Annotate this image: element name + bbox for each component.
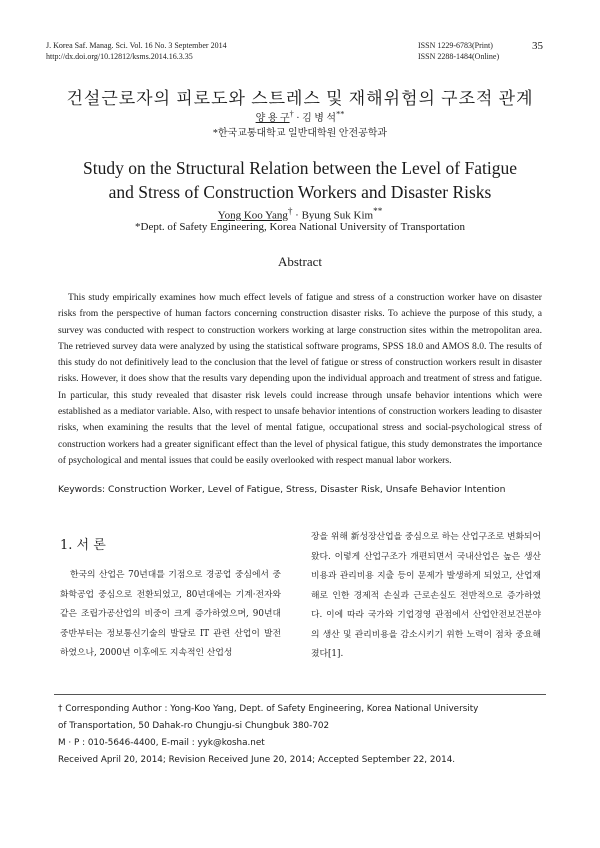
issn-online: ISSN 2288-1484(Online) bbox=[418, 52, 500, 61]
affiliation-mark: ** bbox=[373, 206, 383, 216]
doi-link[interactable]: http://dx.doi.org/10.12812/ksms.2014.16.3.35 bbox=[46, 52, 193, 61]
korean-author-1: 양 용 구 bbox=[255, 113, 290, 124]
corresponding-mark: † bbox=[289, 109, 294, 119]
abstract-body: This study empirically examines how much effect levels of fatigue and stress of a construction worker have on disaster risks from the perspective of human factors concerning construction disaster risks. To achieve the purpose of this study, a survey was conducted with respect to construction workers working at large construction sites within the metropolitan area. The retrieved survey data were analyzed by using the statistical software programs, SPSS 18.0 and AMOS 8.0. The results of this study do not definitively lead to the conclusion that the level of fatigue or stress of construction workers result in disaster risks. However, it does show that the results vary depending upon the individual approach and treatment of stress and fatigue. In particular, this study revealed that disaster risk levels could increase through unsafe behavior intentions which were established as a mediator variable. Also, with respect to unsafe behavior intentions of construction workers leading to disaster risks, when examining the results that the level of mental fatigue, occupational stress and social-psychological stress of construction workers had a greater significant effect than the level of physical fatigue, this study demonstrates the importance of psychological and mental issues that could be easily overlooked with respect manual labor workers. bbox=[58, 292, 542, 466]
author-separator: · bbox=[293, 113, 303, 124]
korean-authors bbox=[0, 109, 600, 124]
korean-author-2: 김 병 석 bbox=[302, 113, 337, 124]
english-author-2: Byung Suk Kim bbox=[301, 209, 374, 222]
keywords: Keywords: Construction Worker, Level of Fatigue, Stress, Disaster Risk, Unsafe Behavior Intention bbox=[58, 484, 506, 495]
affiliation-mark: ** bbox=[336, 109, 345, 119]
received-dates: Received April 20, 2014; Revision Received June 20, 2014; Accepted September 22, 2014. bbox=[58, 755, 456, 765]
footnote bbox=[58, 701, 544, 769]
english-title bbox=[0, 156, 600, 204]
issn-print: ISSN 1229-6783(Print) bbox=[418, 41, 493, 50]
footnote-line-2: of Transportation, 50 Dahak-ro Chungju-si Chungbuk 380-702 bbox=[58, 721, 330, 731]
section-heading: 1. 서 론 bbox=[60, 538, 106, 553]
abstract-heading: Abstract bbox=[277, 254, 323, 269]
english-title-line-1: Study on the Structural Relation between the Level of Fatigue bbox=[83, 158, 517, 178]
page-number: 35 bbox=[532, 40, 543, 52]
english-affiliation: *Dept. of Safety Engineering, Korea National University of Transportation bbox=[135, 221, 465, 233]
korean-affiliation: *한국교통대학교 일반대학원 안전공학과 bbox=[212, 128, 388, 139]
english-author-1: Yong Koo Yang bbox=[217, 209, 288, 222]
korean-title: 건설근로자의 피로도와 스트레스 및 재해위험의 구조적 관계 bbox=[66, 89, 534, 108]
journal-citation: J. Korea Saf. Manag. Sci. Vol. 16 No. 3 September 2014 bbox=[46, 41, 227, 50]
author-separator: · bbox=[292, 209, 302, 222]
corresponding-mark: † bbox=[287, 206, 293, 216]
english-authors bbox=[0, 206, 600, 222]
body-column-right: 장을 위해 新성장산업을 중심으로 하는 산업구조로 변화되어 왔다. 이렇게 산업구조가 개편되면서 국내산업은 높은 생산비용과 관리비용 지출 등이 문제가 발생하게 되었고, 산업재해로 인한 경제적 손실과 근로손실도 전반적으로 증가하였다. 이에 따라 국가와 기업경영 관점에서 산업안전보건분야의 생산 및 관리비용을 감소시키기 위한 노력이 점차 중요해졌다[1]. bbox=[311, 532, 541, 659]
footnote-divider bbox=[54, 694, 546, 695]
body-column-left: 한국의 산업은 70년대를 기점으로 경공업 중심에서 중화학공업 중심으로 전환되었고, 80년대에는 기계·전자와 같은 조립가공산업의 비중이 크게 증가하였으며, 90년대 중반부터는 정보통신기술의 발달로 IT 관련 산업이 발전하였으나, 2000년 이후에도 지속적인 산업성 bbox=[60, 570, 281, 658]
english-title-line-2: and Stress of Construction Workers and Disaster Risks bbox=[108, 182, 492, 202]
footnote-contact: M · P : 010-5646-4400, E-mail : yyk@kosha.net bbox=[58, 738, 265, 748]
footnote-line-1: † Corresponding Author : Yong-Koo Yang, Dept. of Safety Engineering, Korea National University bbox=[58, 704, 479, 714]
